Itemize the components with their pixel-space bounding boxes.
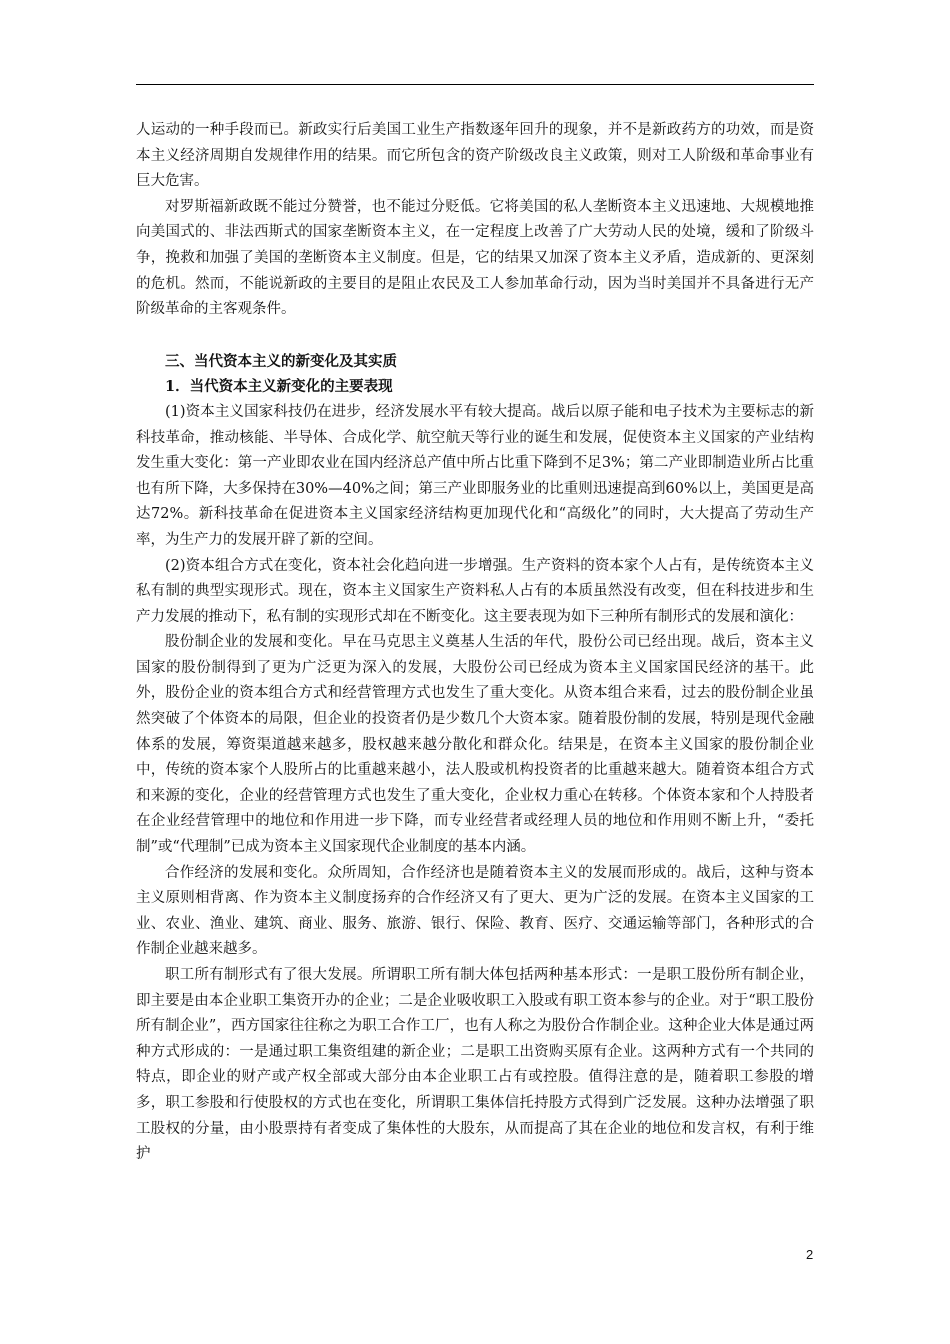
- paragraph-cooperative-economy: 合作经济的发展和变化。众所周知，合作经济也是随着资本主义的发展而形成的。战后，这种与资本主义原则相背离、作为资本主义制度扬弃的合作经济又有了更大、更为广泛的发展。在资本主义国家的工业、农业、渔业、建筑、商业、服务、旅游、银行、保险、教育、医疗、交通运输等部门，各种形式的合作制企业越来越多。: [136, 864, 814, 958]
- section-gap: [136, 323, 814, 349]
- header-rule: [136, 84, 814, 85]
- paragraph-capital-combination: (2)资本组合方式在变化，资本社会化趋向进一步增强。生产资料的资本家个人占有，是传统资本主义私有制的典型实现形式。现在，资本主义国家生产资料私人占有的本质虽然没有改变，但在科技进步和生产力发展的推动下，私有制的实现形式却在不断变化。这主要表现为如下三种所有制形式的发展和演化：: [136, 557, 814, 625]
- paragraph-employee-ownership: 职工所有制形式有了很大发展。所谓职工所有制大体包括两种基本形式：一是职工股份所有制企业，即主要是由本企业职工集资开办的企业；二是企业吸收职工入股或有职工资本参与的企业。对于“职工股份所有制企业”，西方国家往往称之为职工合作工厂，也有人称之为股份合作制企业。这种企业大体是通过两种方式形成的：一是通过职工集资组建的新企业；二是职工出资购买原有企业。这两种方式有一个共同的特点，即企业的财产或产权全部或大部分由本企业职工占有或控股。值得注意的是，随着职工参股的增多，职工参股和行使股权的方式也在变化，所谓职工集体信托持股方式得到广泛发展。这种办法增强了职工股权的分量，由小股票持有者变成了集体性的大股东，从而提高了其在企业的地位和发言权，有利于维护: [136, 967, 814, 1163]
- paragraph-joint-stock: 股份制企业的发展和变化。早在马克思主义奠基人生活的年代，股份公司已经出现。战后，资本主义国家的股份制得到了更为广泛更为深入的发展，大股份公司已经成为资本主义国家国民经济的基干。此外，股份企业的资本组合方式和经营管理方式也发生了重大变化。从资本组合来看，过去的股份制企业虽然突破了个体资本的局限，但企业的投资者仍是少数几个大资本家。随着股份制的发展，特别是现代金融体系的发展，筹资渠道越来越多，股权越来越分散化和群众化。结果是，在资本主义国家的股份制企业中，传统的资本家个人股所占的比重越来越小，法人股或机构投资者的比重越来越大。随着资本组合方式和来源的变化，企业的经营管理方式也发生了重大变化，企业权力重心在转移。个体资本家和个人持股者在企业经营管理中的地位和作用进一步下降，而专业经营者或经理人员的地位和作用则不断上升，“委托制”或“代理制”已成为资本主义国家现代企业制度的基本内涵。: [136, 634, 814, 856]
- paragraph-roosevelt-new-deal: 对罗斯福新政既不能过分赞誉，也不能过分贬低。它将美国的私人垄断资本主义迅速地、大规模地推向美国式的、非法西斯式的国家垄断资本主义，在一定程度上改善了广大劳动人民的处境，缓和了阶级斗争，挽救和加强了美国的垄断资本主义制度。但是，它的结果又加深了资本主义矛盾，造成新的、更深刻的危机。然而，不能说新政的主要目的是阻止农民及工人参加革命行动，因为当时美国并不具备进行无产阶级革命的主客观条件。: [136, 198, 814, 318]
- page-number: 2: [806, 1247, 814, 1262]
- page-body: [136, 118, 814, 1168]
- paragraph-tech-progress: (1)资本主义国家科技仍在进步，经济发展水平有较大提高。战后以原子能和电子技术为主要标志的新科技革命，推动核能、半导体、合成化学、航空航天等行业的诞生和发展，促使资本主义国家的产业结构发生重大变化：第一产业即农业在国内经济总产值中所占比重下降到不足3%；第二产业即制造业所占比重也有所下降，大多保持在30%—40%之间；第三产业即服务业的比重则迅速提高到60%以上，美国更是高达72%。新科技革命在促进资本主义国家经济结构更加现代化和“高级化”的同时，大大提高了劳动生产率，为生产力的发展开辟了新的空间。: [136, 403, 814, 548]
- section-heading: 三、当代资本主义的新变化及其实质: [165, 352, 397, 370]
- paragraph-continuation: 人运动的一种手段而已。新政实行后美国工业生产指数逐年回升的现象，并不是新政药方的功效，而是资本主义经济周期自发规律作用的结果。而它所包含的资产阶级改良主义政策，则对工人阶级和革命事业有巨大危害。: [136, 122, 814, 190]
- subsection-heading: 1．当代资本主义新变化的主要表现: [165, 378, 393, 396]
